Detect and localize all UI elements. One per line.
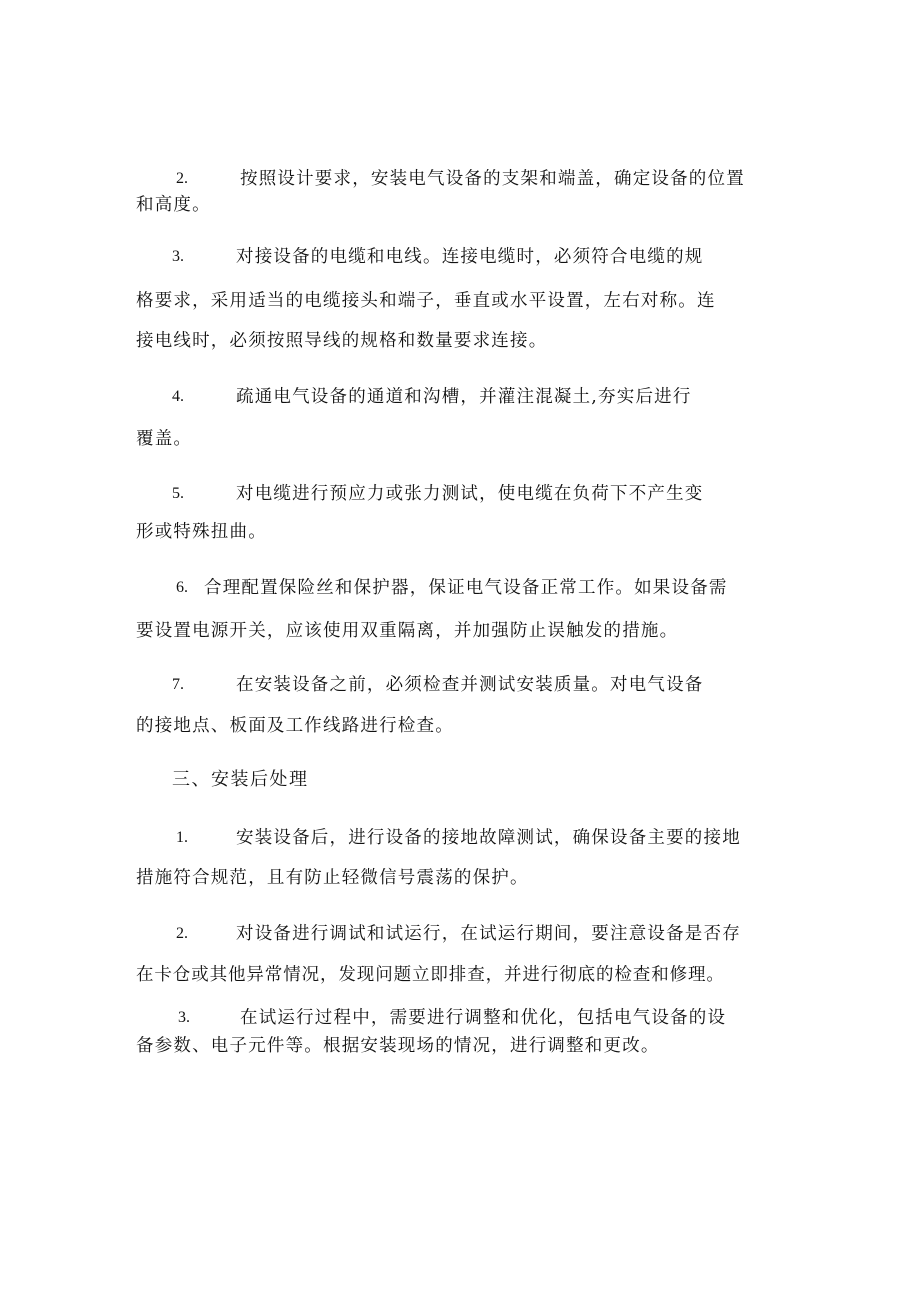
paragraph-line: 接电线时，必须按照导线的规格和数量要求连接。 [136, 331, 548, 351]
paragraph-line: 疏通电气设备的通道和沟槽，并灌注混凝土,夯实后进行 [236, 387, 692, 407]
paragraph-line: 和高度。 [136, 195, 211, 215]
item-number: 3. [178, 1009, 190, 1026]
paragraph-line: 措施符合规范，且有防止轻微信号震荡的保护。 [136, 868, 529, 888]
paragraph-line: 安装设备后，进行设备的接地故障测试，确保设备主要的接地 [236, 828, 741, 848]
paragraph-line: 格要求，采用适当的电缆接头和端子，垂直或水平设置，左右对称。连 [136, 291, 716, 311]
paragraph-line: 按照设计要求，安装电气设备的支架和端盖，确定设备的位置 [240, 169, 745, 189]
paragraph-line: 在安装设备之前，必须检查并测试安装质量。对电气设备 [236, 675, 704, 695]
paragraph-line: 在试运行过程中，需要进行调整和优化，包括电气设备的设 [240, 1008, 727, 1028]
item-number: 7. [172, 676, 184, 693]
item-number: 4. [172, 388, 184, 405]
paragraph-line: 的接地点、板面及工作线路进行检查。 [136, 716, 454, 736]
paragraph-line: 对设备进行调试和试运行，在试运行期间，要注意设备是否存 [236, 924, 741, 944]
item-number: 2. [176, 170, 188, 187]
paragraph-line: 对电缆进行预应力或张力测试，使电缆在负荷下不产生变 [236, 484, 704, 504]
paragraph-line: 合理配置保险丝和保护器，保证电气设备正常工作。如果设备需 [204, 578, 728, 598]
section-heading: 三、安装后处理 [172, 769, 309, 790]
paragraph-line: 在卡仓或其他异常情况，发现问题立即排查，并进行彻底的检查和修理。 [136, 965, 725, 985]
item-number: 1. [176, 829, 188, 846]
item-number: 5. [172, 485, 184, 502]
paragraph-line: 备参数、电子元件等。根据安装现场的情况，进行调整和更改。 [136, 1036, 660, 1056]
paragraph-line: 要设置电源开关，应该使用双重隔离，并加强防止误触发的措施。 [136, 621, 679, 641]
paragraph-line: 形或特殊扭曲。 [136, 522, 267, 542]
item-number: 6. [176, 579, 188, 596]
paragraph-line: 覆盖。 [136, 429, 193, 449]
item-number: 2. [176, 925, 188, 942]
paragraph-line: 对接设备的电缆和电线。连接电缆时，必须符合电缆的规 [236, 247, 704, 267]
item-number: 3. [172, 248, 184, 265]
